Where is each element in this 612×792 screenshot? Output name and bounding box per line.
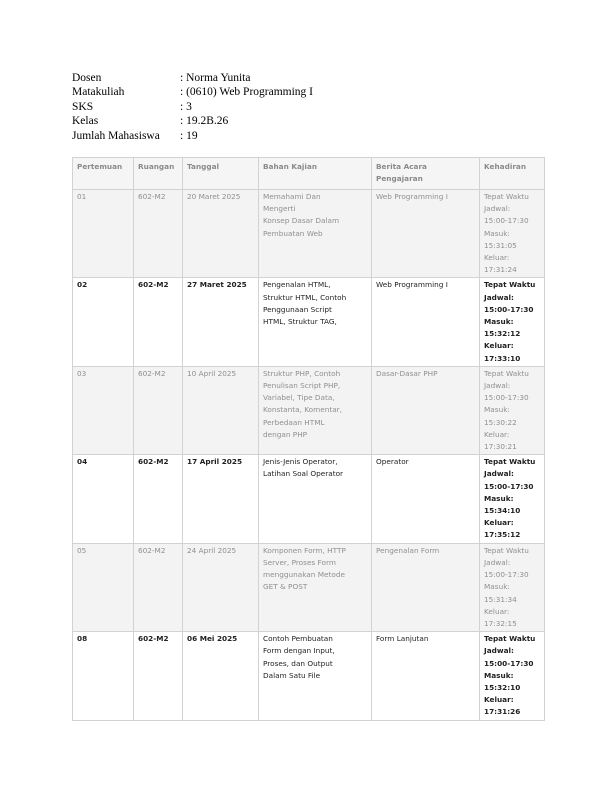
cell-kehadiran (480, 366, 545, 454)
cell-bahan-kajian-line: Struktur PHP, Contoh (263, 368, 341, 378)
cell-kehadiran-line: Masuk: (484, 405, 510, 415)
cell-kehadiran (480, 278, 545, 366)
cell-berita-acara: Pengenalan Form (372, 543, 480, 631)
cell-berita-acara: Dasar-Dasar PHP (372, 366, 480, 454)
info-row-dosen (72, 71, 313, 85)
cell-kehadiran-line: Jadwal: (484, 381, 511, 391)
cell-bahan-kajian-line: Form dengan Input, (263, 646, 335, 656)
column-header-kehadiran: Kehadiran (480, 158, 545, 190)
cell-tanggal: 06 Mei 2025 (183, 632, 259, 720)
column-header-berita-acara: Berita Acara Pengajaran (372, 158, 480, 190)
cell-kehadiran-line: Tepat Waktu (484, 457, 536, 467)
cell-pertemuan: 02 (73, 278, 134, 366)
table-row (73, 278, 545, 366)
cell-bahan-kajian-line: menggunakan Metode (263, 570, 345, 580)
info-row-sks (72, 100, 313, 114)
cell-pertemuan: 01 (73, 190, 134, 278)
cell-bahan-kajian-line: Proses, dan Output (263, 658, 333, 668)
cell-kehadiran (480, 455, 545, 543)
cell-bahan-kajian-line: Server, Proses Form (263, 557, 336, 567)
cell-kehadiran-line: 17:35:12 (484, 530, 521, 540)
cell-kehadiran-line: Masuk: (484, 493, 514, 503)
table-row (73, 366, 545, 454)
column-header-ruangan: Ruangan (134, 158, 183, 190)
cell-tanggal: 17 April 2025 (183, 455, 259, 543)
cell-kehadiran (480, 632, 545, 720)
cell-ruangan: 602-M2 (134, 190, 183, 278)
cell-kehadiran-line: 15:31:34 (484, 594, 517, 604)
cell-tanggal: 20 Maret 2025 (183, 190, 259, 278)
cell-kehadiran-line: Jadwal: (484, 469, 514, 479)
cell-kehadiran-line: 15:32:10 (484, 682, 521, 692)
column-header-bahan-kajian: Bahan Kajian (259, 158, 372, 190)
cell-bahan-kajian-line: Variabel, Tipe Data, (263, 393, 335, 403)
cell-tanggal: 10 April 2025 (183, 366, 259, 454)
cell-bahan-kajian-line: Memahami Dan (263, 192, 321, 201)
cell-kehadiran-line: Tepat Waktu (484, 368, 529, 378)
cell-bahan-kajian-line: Perbedaan HTML (263, 417, 325, 427)
cell-bahan-kajian-line: Mengerti (263, 204, 296, 214)
cell-bahan-kajian-line: Penggunaan Script (263, 304, 332, 314)
cell-ruangan: 602-M2 (134, 455, 183, 543)
cell-bahan-kajian-line: Konsep Dasar Dalam (263, 216, 340, 226)
cell-berita-acara: Operator (372, 455, 480, 543)
cell-bahan-kajian-line: Konstanta, Komentar, (263, 405, 343, 415)
column-header-tanggal: Tanggal (183, 158, 259, 190)
cell-berita-acara: Form Lanjutan (372, 632, 480, 720)
meeting-schedule-table (72, 157, 545, 721)
column-header-pertemuan: Pertemuan (73, 158, 134, 190)
cell-kehadiran-line: Jadwal: (484, 292, 514, 302)
cell-ruangan: 602-M2 (134, 278, 183, 366)
cell-kehadiran-line: Jadwal: (484, 557, 511, 567)
info-label: Kelas (72, 115, 99, 128)
cell-pertemuan: 05 (73, 543, 134, 631)
cell-kehadiran-line: Masuk: (484, 317, 514, 327)
cell-kehadiran-line: Masuk: (484, 670, 514, 680)
cell-kehadiran-line: Keluar: (484, 253, 510, 263)
cell-kehadiran-line: 15:30:22 (484, 417, 517, 427)
info-value: : (0610) Web Programming I (180, 86, 314, 99)
cell-bahan-kajian-line: Pembuatan Web (263, 228, 323, 238)
cell-bahan-kajian (259, 632, 372, 720)
cell-bahan-kajian-line: Pengenalan HTML, (263, 280, 331, 290)
table-header-row (73, 158, 545, 190)
info-value: : Norma Yunita (180, 72, 251, 84)
info-value: : 19 (180, 129, 198, 142)
cell-kehadiran-line: Tepat Waktu (484, 634, 536, 644)
info-row-kelas (72, 114, 313, 128)
cell-bahan-kajian-line: Penulisan Script PHP, (263, 381, 341, 391)
cell-bahan-kajian (259, 543, 372, 631)
cell-kehadiran (480, 543, 545, 631)
cell-kehadiran-line: 15:00-17:30 (484, 393, 529, 403)
cell-bahan-kajian-line: Contoh Pembuatan (263, 634, 333, 644)
cell-bahan-kajian-line: HTML, Struktur TAG, (263, 317, 337, 327)
course-info (72, 71, 313, 143)
cell-kehadiran-line: Tepat Waktu (484, 192, 529, 201)
cell-kehadiran-line: Tepat Waktu (484, 545, 529, 555)
cell-kehadiran-line: 15:00-17:30 (484, 570, 529, 580)
cell-kehadiran-line: Masuk: (484, 582, 510, 592)
cell-bahan-kajian (259, 190, 372, 278)
cell-bahan-kajian-line: Latihan Soal Operator (263, 469, 344, 479)
cell-bahan-kajian-line: Komponen Form, HTTP (263, 545, 346, 555)
cell-bahan-kajian-line: dengan PHP (263, 429, 308, 439)
cell-kehadiran-line: 17:30:21 (484, 442, 517, 452)
cell-kehadiran-line: Keluar: (484, 606, 510, 616)
cell-kehadiran-line: Keluar: (484, 341, 514, 351)
cell-kehadiran-line: 15:00-17:30 (484, 304, 534, 314)
cell-kehadiran-line: Tepat Waktu (484, 280, 536, 290)
cell-kehadiran-line: 15:00-17:30 (484, 658, 534, 668)
cell-pertemuan: 03 (73, 366, 134, 454)
table-row (73, 632, 545, 720)
cell-bahan-kajian (259, 366, 372, 454)
info-label: Jumlah Mahasiswa (72, 129, 160, 142)
cell-kehadiran-line: Jadwal: (484, 646, 514, 656)
cell-bahan-kajian (259, 278, 372, 366)
cell-kehadiran-line: Jadwal: (484, 204, 511, 214)
cell-berita-acara: Web Programming I (372, 190, 480, 278)
cell-bahan-kajian (259, 455, 372, 543)
cell-ruangan: 602-M2 (134, 632, 183, 720)
cell-ruangan: 602-M2 (134, 543, 183, 631)
info-row-jumlah-mahasiswa (72, 129, 313, 143)
cell-ruangan: 602-M2 (134, 366, 183, 454)
table-row (73, 543, 545, 631)
cell-bahan-kajian-line: Dalam Satu File (263, 670, 321, 680)
info-value: : 19.2B.26 (180, 115, 229, 128)
cell-tanggal: 27 Maret 2025 (183, 278, 259, 366)
cell-kehadiran (480, 190, 545, 278)
table-body (73, 190, 545, 721)
cell-kehadiran-line: Masuk: (484, 228, 510, 238)
cell-kehadiran-line: 17:32:15 (484, 618, 517, 628)
cell-kehadiran-line: 15:00-17:30 (484, 481, 534, 491)
info-value: : 3 (180, 100, 192, 113)
cell-kehadiran-line: 15:00-17:30 (484, 216, 529, 226)
cell-bahan-kajian-line: GET & POST (263, 582, 308, 592)
cell-kehadiran-line: 17:31:24 (484, 265, 517, 275)
cell-kehadiran-line: Keluar: (484, 429, 510, 439)
info-label: Matakuliah (72, 86, 125, 99)
cell-pertemuan: 08 (73, 632, 134, 720)
info-label: SKS (72, 100, 94, 113)
cell-tanggal: 24 April 2025 (183, 543, 259, 631)
cell-kehadiran-line: 15:34:10 (484, 506, 521, 516)
cell-kehadiran-line: 15:32:12 (484, 329, 521, 339)
cell-kehadiran-line: Keluar: (484, 518, 514, 528)
cell-kehadiran-line: Keluar: (484, 695, 514, 705)
cell-kehadiran-line: 17:31:26 (484, 707, 521, 717)
cell-bahan-kajian-line: Jenis-Jenis Operator, (263, 457, 338, 467)
cell-bahan-kajian-line: Struktur HTML, Contoh (263, 292, 347, 302)
cell-berita-acara: Web Programming I (372, 278, 480, 366)
cell-kehadiran-line: 17:33:10 (484, 353, 521, 363)
info-label: Dosen (72, 72, 102, 84)
info-row-matakuliah (72, 85, 313, 99)
table-row (73, 455, 545, 543)
table-row (73, 190, 545, 278)
cell-kehadiran-line: 15:31:05 (484, 240, 517, 250)
cell-pertemuan: 04 (73, 455, 134, 543)
